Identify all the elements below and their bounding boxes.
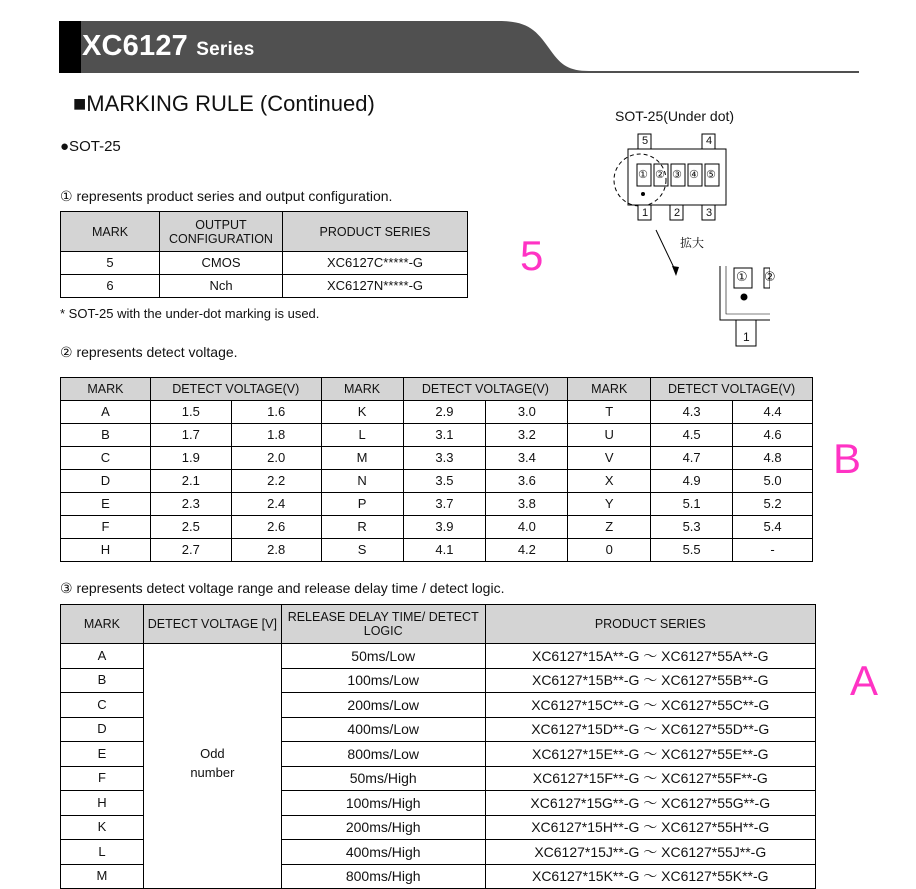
cell-voltage-group: Odd number bbox=[143, 644, 281, 889]
cell-delay-logic: 200ms/High bbox=[281, 815, 485, 840]
cell: 2.4 bbox=[231, 493, 321, 516]
cell: 3.3 bbox=[403, 447, 486, 470]
cell: 5 bbox=[61, 252, 160, 275]
cell: F bbox=[61, 516, 151, 539]
cell: A bbox=[61, 401, 151, 424]
cell-delay-logic: 50ms/Low bbox=[281, 644, 485, 669]
output-config-table bbox=[60, 211, 468, 298]
cell: 4.6 bbox=[733, 424, 813, 447]
zoom-label: 拡大 bbox=[680, 236, 705, 250]
table1-note: * SOT-25 with the under-dot marking is used. bbox=[60, 306, 320, 321]
mark-3: ③ bbox=[672, 169, 682, 181]
top-pin-5-label: 5 bbox=[642, 135, 649, 147]
col-detect-voltage: DETECT VOLTAGE(V) bbox=[651, 378, 813, 401]
table-row bbox=[61, 401, 813, 424]
cell: 2.8 bbox=[231, 539, 321, 562]
cell-mark: F bbox=[61, 766, 144, 791]
col-mark: MARK bbox=[321, 378, 403, 401]
cell: 1.5 bbox=[150, 401, 231, 424]
cell-delay-logic: 800ms/High bbox=[281, 864, 485, 889]
cell-delay-logic: 100ms/High bbox=[281, 791, 485, 816]
col-release-delay: RELEASE DELAY TIME/ DETECT LOGIC bbox=[281, 605, 485, 644]
cell-mark: K bbox=[61, 815, 144, 840]
table-row bbox=[61, 539, 813, 562]
table-row bbox=[61, 252, 468, 275]
cell: XC6127N*****-G bbox=[283, 275, 468, 298]
cell-mark: E bbox=[61, 742, 144, 767]
cell: R bbox=[321, 516, 403, 539]
mark-1: ① bbox=[638, 169, 648, 181]
table-row bbox=[61, 516, 813, 539]
annotation-a: A bbox=[850, 657, 879, 704]
cell: 4.9 bbox=[651, 470, 733, 493]
mark-4: ④ bbox=[689, 169, 699, 181]
cell-delay-logic: 400ms/High bbox=[281, 840, 485, 865]
cell-product-series: XC6127*15K**-G ～ XC6127*55K**-G bbox=[485, 864, 815, 889]
cell: 1.7 bbox=[150, 424, 231, 447]
cell-product-series: XC6127*15J**-G ～ XC6127*55J**-G bbox=[485, 840, 815, 865]
cell: H bbox=[61, 539, 151, 562]
cell-delay-logic: 800ms/Low bbox=[281, 742, 485, 767]
cell-delay-logic: 50ms/High bbox=[281, 766, 485, 791]
cell: P bbox=[321, 493, 403, 516]
cell: U bbox=[568, 424, 651, 447]
cell-product-series: XC6127*15A**-G ～ XC6127*55A**-G bbox=[485, 644, 815, 669]
cell: 1.8 bbox=[231, 424, 321, 447]
cell: 3.2 bbox=[486, 424, 568, 447]
table-row bbox=[61, 470, 813, 493]
cell-delay-logic: 200ms/Low bbox=[281, 693, 485, 718]
sot25-marking-diagram bbox=[600, 108, 776, 358]
cell-mark: A bbox=[61, 644, 144, 669]
cell: 3.7 bbox=[403, 493, 486, 516]
cell-product-series: XC6127*15F**-G ～ XC6127*55F**-G bbox=[485, 766, 815, 791]
cell-mark: H bbox=[61, 791, 144, 816]
cell: 3.0 bbox=[486, 401, 568, 424]
cell-product-series: XC6127*15B**-G ～ XC6127*55B**-G bbox=[485, 668, 815, 693]
top-pin-4-label: 4 bbox=[706, 135, 713, 147]
cell: 6 bbox=[61, 275, 160, 298]
cell: 5.5 bbox=[651, 539, 733, 562]
cell: 5.3 bbox=[651, 516, 733, 539]
detect-voltage-table bbox=[60, 377, 813, 562]
cell: K bbox=[321, 401, 403, 424]
cell: C bbox=[61, 447, 151, 470]
cell: 2.7 bbox=[150, 539, 231, 562]
cell: 5.0 bbox=[733, 470, 813, 493]
bottom-pin-1-label: 1 bbox=[642, 207, 649, 219]
cell: Z bbox=[568, 516, 651, 539]
cell-product-series: XC6127*15D**-G ～ XC6127*55D**-G bbox=[485, 717, 815, 742]
col-mark: MARK bbox=[61, 378, 151, 401]
zoom-mark-2: ② bbox=[764, 269, 776, 284]
zoom-mark-1: ① bbox=[736, 269, 748, 284]
cell: 0 bbox=[568, 539, 651, 562]
cell: 4.1 bbox=[403, 539, 486, 562]
cell: 5.1 bbox=[651, 493, 733, 516]
annotation-b: B bbox=[833, 435, 862, 482]
cell: 4.7 bbox=[651, 447, 733, 470]
cell: 5.2 bbox=[733, 493, 813, 516]
cell: L bbox=[321, 424, 403, 447]
cell: D bbox=[61, 470, 151, 493]
cell-mark: D bbox=[61, 717, 144, 742]
zoom-pin-label: 1 bbox=[743, 330, 750, 344]
cell: Y bbox=[568, 493, 651, 516]
cell-mark: C bbox=[61, 693, 144, 718]
cell-mark: B bbox=[61, 668, 144, 693]
cell: T bbox=[568, 401, 651, 424]
cell-product-series: XC6127*15E**-G ～ XC6127*55E**-G bbox=[485, 742, 815, 767]
table-row bbox=[61, 275, 468, 298]
cell-mark: L bbox=[61, 840, 144, 865]
cell-product-series: XC6127*15G**-G ～ XC6127*55G**-G bbox=[485, 791, 815, 816]
delay-logic-rows bbox=[61, 644, 816, 889]
section-title: ■MARKING RULE (Continued) bbox=[73, 91, 375, 116]
cell: 2.0 bbox=[231, 447, 321, 470]
cell: M bbox=[321, 447, 403, 470]
detect-voltage-rows bbox=[61, 401, 813, 562]
cell: 2.9 bbox=[403, 401, 486, 424]
col-detect-voltage: DETECT VOLTAGE(V) bbox=[150, 378, 321, 401]
cell: 2.2 bbox=[231, 470, 321, 493]
title-series: Series bbox=[196, 39, 255, 60]
bottom-pin-2-label: 2 bbox=[674, 207, 681, 219]
col-mark: MARK bbox=[61, 605, 144, 644]
cell: Nch bbox=[160, 275, 283, 298]
col-product-series: PRODUCT SERIES bbox=[283, 212, 468, 252]
cell: 3.9 bbox=[403, 516, 486, 539]
cell: 1.6 bbox=[231, 401, 321, 424]
cell: 4.0 bbox=[486, 516, 568, 539]
cell: 4.2 bbox=[486, 539, 568, 562]
table3-intro: ③ represents detect voltage range and release delay time / detect logic. bbox=[60, 580, 505, 596]
cell-delay-logic: 100ms/Low bbox=[281, 668, 485, 693]
table-row bbox=[61, 493, 813, 516]
mark-5: ⑤ bbox=[706, 169, 716, 181]
cell-delay-logic: 400ms/Low bbox=[281, 717, 485, 742]
cell: 3.5 bbox=[403, 470, 486, 493]
cell: X bbox=[568, 470, 651, 493]
col-product-series: PRODUCT SERIES bbox=[485, 605, 815, 644]
cell: 2.6 bbox=[231, 516, 321, 539]
table-row bbox=[61, 447, 813, 470]
cell: CMOS bbox=[160, 252, 283, 275]
cell-product-series: XC6127*15C**-G ～ XC6127*55C**-G bbox=[485, 693, 815, 718]
cell-mark: M bbox=[61, 864, 144, 889]
cell: E bbox=[61, 493, 151, 516]
bottom-pin-3-label: 3 bbox=[706, 207, 713, 219]
cell: XC6127C*****-G bbox=[283, 252, 468, 275]
cell: - bbox=[733, 539, 813, 562]
table-header-row bbox=[61, 605, 816, 644]
package-label: ●SOT-25 bbox=[60, 138, 121, 155]
cell: 4.5 bbox=[651, 424, 733, 447]
cell: N bbox=[321, 470, 403, 493]
cell: 3.1 bbox=[403, 424, 486, 447]
cell: V bbox=[568, 447, 651, 470]
table-row bbox=[61, 644, 816, 669]
cell: 2.3 bbox=[150, 493, 231, 516]
col-detect-voltage: DETECT VOLTAGE [V] bbox=[143, 605, 281, 644]
col-output-config: OUTPUT CONFIGURATION bbox=[160, 212, 283, 252]
cell: 2.5 bbox=[150, 516, 231, 539]
table2-intro: ② represents detect voltage. bbox=[60, 344, 238, 360]
cell: 2.1 bbox=[150, 470, 231, 493]
table-row bbox=[61, 424, 813, 447]
cell: 4.3 bbox=[651, 401, 733, 424]
document-title bbox=[82, 30, 255, 63]
title-part-number: XC6127 bbox=[82, 30, 188, 62]
mark-2: ② bbox=[655, 169, 665, 181]
cell: B bbox=[61, 424, 151, 447]
cell: 1.9 bbox=[150, 447, 231, 470]
table-header-row bbox=[61, 212, 468, 252]
cell: 3.8 bbox=[486, 493, 568, 516]
cell: S bbox=[321, 539, 403, 562]
col-mark: MARK bbox=[61, 212, 160, 252]
cell: 3.6 bbox=[486, 470, 568, 493]
diagram-label: SOT-25(Under dot) bbox=[615, 108, 735, 124]
cell: 5.4 bbox=[733, 516, 813, 539]
table-header-row bbox=[61, 378, 813, 401]
annotation-5: 5 bbox=[520, 232, 544, 279]
table1-intro: ① represents product series and output configuration. bbox=[60, 188, 393, 204]
col-detect-voltage: DETECT VOLTAGE(V) bbox=[403, 378, 568, 401]
cell-product-series: XC6127*15H**-G ～ XC6127*55H**-G bbox=[485, 815, 815, 840]
delay-logic-table bbox=[60, 604, 816, 889]
cell: 3.4 bbox=[486, 447, 568, 470]
col-mark: MARK bbox=[568, 378, 651, 401]
cell: 4.8 bbox=[733, 447, 813, 470]
cell: 4.4 bbox=[733, 401, 813, 424]
